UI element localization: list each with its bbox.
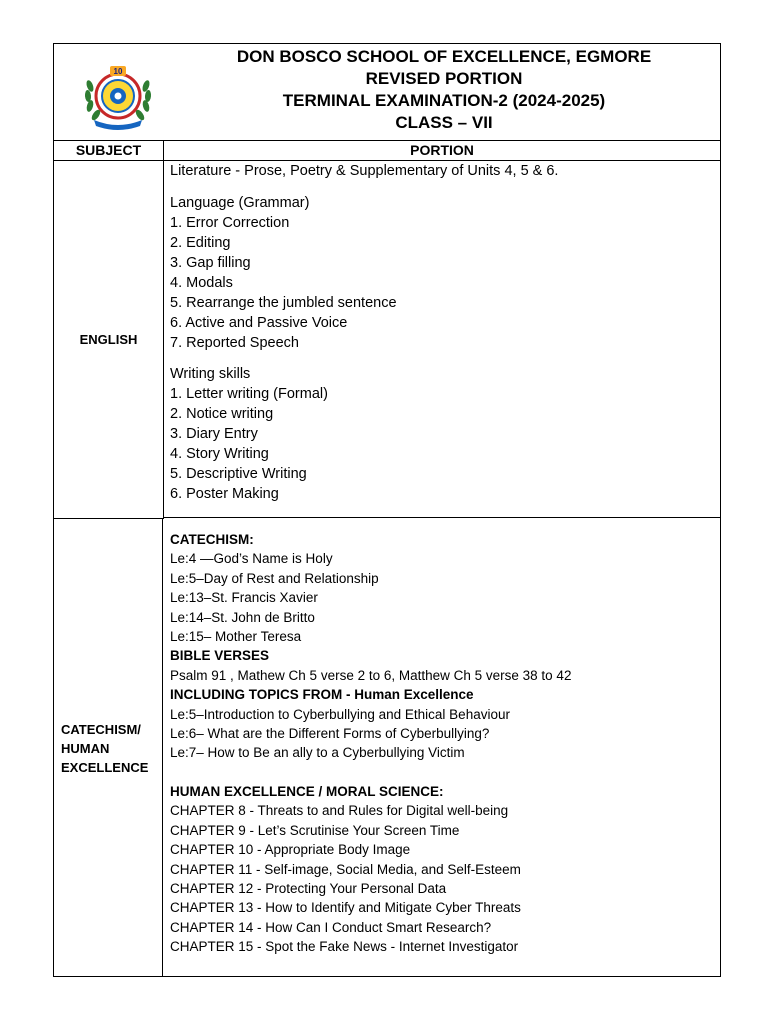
english-portion-cell <box>164 161 720 518</box>
list-item: Le:5–Day of Rest and Relationship <box>170 570 379 586</box>
list-item: 7. Reported Speech <box>170 335 299 351</box>
including-topics-heading: INCLUDING TOPICS FROM - Human Excellence <box>170 687 474 703</box>
list-item: 6. Active and Passive Voice <box>170 315 348 331</box>
portion-document <box>53 43 721 977</box>
subject-label-line: HUMAN <box>61 740 110 756</box>
revised-portion-title: REVISED PORTION <box>365 69 523 88</box>
list-item: 4. Story Writing <box>170 446 269 462</box>
header-row <box>54 44 720 141</box>
catechism-portion-cell <box>164 519 720 977</box>
list-item: 5. Descriptive Writing <box>170 466 307 482</box>
list-item: Le:14–St. John de Britto <box>170 609 315 625</box>
english-subject-cell <box>54 161 164 518</box>
catechism-subject-cell <box>54 519 163 977</box>
title-block <box>184 46 704 134</box>
school-logo <box>80 56 156 132</box>
subject-column-header: SUBJECT <box>54 140 164 161</box>
list-item: Le:13–St. Francis Xavier <box>170 590 318 606</box>
subject-label-line: CATECHISM/ <box>61 721 141 737</box>
subject-label-line: EXCELLENCE <box>61 759 149 775</box>
bible-verses-heading: BIBLE VERSES <box>170 648 270 664</box>
bible-verses-text: Psalm 91 , Mathew Ch 5 verse 2 to 6, Matthew Ch 5 verse 38 to 42 <box>170 667 572 683</box>
list-item: Le:5–Introduction to Cyberbullying and Ethical Behaviour <box>170 706 510 722</box>
list-item: CHAPTER 13 - How to Identify and Mitigate Cyber Threats <box>170 900 521 916</box>
language-heading: Language (Grammar) <box>170 195 310 211</box>
list-item: 4. Modals <box>170 275 233 291</box>
list-item: 5. Rearrange the jumbled sentence <box>170 295 397 311</box>
portion-column-header: PORTION <box>164 140 720 161</box>
list-item: CHAPTER 15 - Spot the Fake News - Internet Investigator <box>170 939 519 955</box>
list-item: 1. Letter writing (Formal) <box>170 386 328 402</box>
literature-line: Literature - Prose, Poetry & Supplementary of Units 4, 5 & 6. <box>170 163 559 179</box>
list-item: Le:7– How to Be an ally to a Cyberbullying Victim <box>170 745 465 761</box>
list-item: CHAPTER 12 - Protecting Your Personal Data <box>170 880 447 896</box>
list-item: CHAPTER 10 - Appropriate Body Image <box>170 842 411 858</box>
list-item: 3. Diary Entry <box>170 426 258 442</box>
list-item: Le:15– Mother Teresa <box>170 629 302 645</box>
moral-science-heading: HUMAN EXCELLENCE / MORAL SCIENCE: <box>170 783 444 799</box>
list-item: 3. Gap filling <box>170 255 251 271</box>
list-item: 2. Editing <box>170 235 231 251</box>
class-title: CLASS – VII <box>395 113 493 132</box>
list-item: CHAPTER 9 - Let’s Scrutinise Your Screen Time <box>170 822 460 838</box>
logo-badge-number: 10 <box>113 67 123 76</box>
catechism-heading: CATECHISM: <box>170 532 254 547</box>
list-item: 2. Notice writing <box>170 406 274 422</box>
writing-heading: Writing skills <box>170 366 251 382</box>
list-item: Le:6– What are the Different Forms of Cyberbullying? <box>170 726 490 742</box>
list-item: Le:4 —God’s Name is Holy <box>170 551 333 567</box>
list-item: CHAPTER 11 - Self-image, Social Media, and Self-Esteem <box>170 861 521 877</box>
english-subject-label: ENGLISH <box>79 332 138 347</box>
list-item: CHAPTER 8 - Threats to and Rules for Digital well-being <box>170 803 509 819</box>
exam-title: TERMINAL EXAMINATION-2 (2024-2025) <box>282 91 606 110</box>
list-item: 1. Error Correction <box>170 215 290 231</box>
list-item: CHAPTER 14 - How Can I Conduct Smart Research? <box>170 919 492 935</box>
list-item: 6. Poster Making <box>170 486 279 502</box>
school-name: DON BOSCO SCHOOL OF EXCELLENCE, EGMORE <box>236 47 652 66</box>
